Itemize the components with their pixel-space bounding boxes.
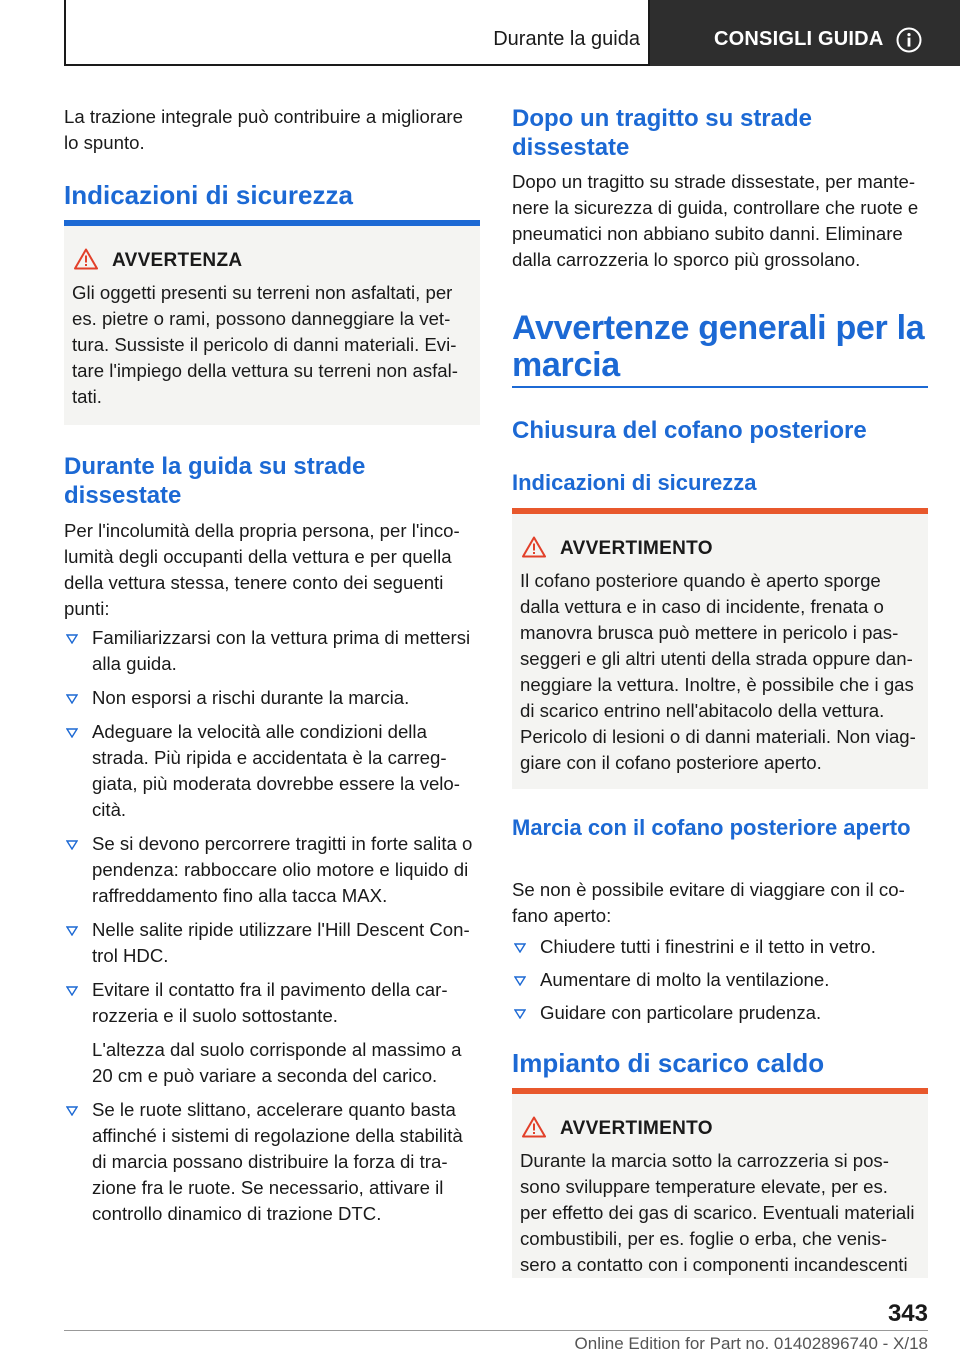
after-rough-text: Dopo un tragitto su strade dissestate, per mantenere la sicurezza di guida, controllare che ruote e pneumatici non abbiano subito danni. Eliminare dalla carrozzeria lo sporco più grossolano. <box>512 171 919 270</box>
after-rough-heading: Dopo un tragitto su strade dissestate <box>512 105 812 161</box>
bullet-triangle-icon <box>66 634 78 644</box>
list-item-text: Aumentare di molto la ventilazione. <box>540 969 830 990</box>
warning-box-1-bar <box>64 220 480 226</box>
bullet-triangle-icon <box>66 840 78 850</box>
warning-box-2-bar <box>512 508 928 514</box>
warning-box-2 <box>512 508 928 789</box>
list-item <box>64 719 480 823</box>
intro-paragraph: La trazione integrale può contribuire a migliorare lo spunto. <box>64 106 463 153</box>
bullet-triangle-icon <box>66 728 78 738</box>
footer-rule <box>64 1330 928 1331</box>
general-notes-heading: Avvertenze generali per la marcia <box>512 309 925 384</box>
list-item-text: Guidare con particolare prudenza. <box>540 1002 822 1023</box>
warning-triangle-icon <box>522 536 546 558</box>
open-trunk-list <box>512 934 928 1026</box>
header-left-rule <box>64 0 66 66</box>
list-item-text: Chiudere tutti i finestrini e il tetto in vetro. <box>540 936 876 957</box>
list-item <box>512 967 928 993</box>
warning-2-title: AVVERTIMENTO <box>560 538 713 559</box>
warning-triangle-icon <box>74 248 98 270</box>
trunk-closing-heading: Chiusura del cofano posteriore <box>512 417 867 444</box>
list-item-text: Evitare il contatto fra il pavimento della carrozzeria e il suolo sottostante. <box>92 979 448 1026</box>
list-item <box>64 977 480 1089</box>
list-item-text: Nelle salite ripide utilizzare l'Hill Descent Control HDC. <box>92 919 470 966</box>
bullet-triangle-icon <box>66 1106 78 1116</box>
bullet-triangle-icon <box>514 1009 526 1019</box>
list-item <box>64 1097 480 1227</box>
header-section-title: Durante la guida <box>493 28 640 50</box>
open-trunk-intro: Se non è possibile evitare di viaggiare con il cofano aperto: <box>512 879 905 926</box>
warning-3-title: AVVERTIMENTO <box>560 1118 713 1139</box>
list-item <box>64 685 480 711</box>
header-bottom-rule <box>64 64 650 66</box>
page-number: 343 <box>887 1300 928 1327</box>
list-item <box>512 1000 928 1026</box>
warning-box-3 <box>512 1088 928 1278</box>
bullet-triangle-icon <box>66 694 78 704</box>
bullet-triangle-icon <box>514 943 526 953</box>
hot-exhaust-heading: Impianto di scarico caldo <box>512 1048 825 1078</box>
warning-box-1 <box>64 220 480 425</box>
warning-1-text: Gli oggetti presenti su terreni non asfaltati, per es. pietre o rami, possono danneggiare la vettura. Sussiste il pericolo di danni materiali. Evitare l'impiego della vettura su terreni non asfaltati. <box>72 282 458 407</box>
list-item <box>64 917 480 969</box>
general-heading-rule <box>512 386 928 388</box>
list-item-text: Se le ruote slittano, accelerare quanto basta affinché i sistemi di regolazione della stabilità di marcia possano distribuire la forza di trazione fra le ruote. Se necessario, attivare il controllo dinamico di trazione DTC. <box>92 1099 463 1224</box>
list-item-text: Familiarizzarsi con la vettura prima di mettersi alla guida. <box>92 627 471 674</box>
list-item <box>64 625 480 677</box>
warning-2-text: Il cofano posteriore quando è aperto sporge dalla vettura e in caso di incidente, frenata o manovra brusca può mettere in pericolo i passeggeri e gli altri utenti della strada oppure danneggiare la vettura. Inoltre, è possibile che i gas di scarico entrino nell'abitacolo della vettura. Pericolo di lesioni o di danni materiali. Non viaggiare con il cofano posteriore aperto. <box>520 570 916 773</box>
list-item-text: Non esporsi a rischi durante la marcia. <box>92 687 410 708</box>
rough-roads-heading: Durante la guida su strade dissestate <box>64 453 366 509</box>
warning-3-text: Durante la marcia sotto la carrozzeria si possono sviluppare temperature elevate, per es. per effetto dei gas di scarico. Eventuali materiali combustibili, per es. foglie o erba, che venissero a contatto con i componenti incandescenti <box>520 1150 915 1275</box>
list-item-text: Se si devono percorrere tragitti in forte salita o pendenza: rabboccare olio motore e liquido di raffreddamento fino alla tacca MAX. <box>92 833 473 906</box>
list-item-text: Adeguare la velocità alle condizioni della strada. Più ripida e accidentata è la carreggiata, più moderata dovrebbe essere la velocità. <box>92 721 460 820</box>
bullet-triangle-icon <box>66 926 78 936</box>
warning-box-3-bar <box>512 1088 928 1094</box>
rough-roads-list <box>64 625 480 1227</box>
list-item <box>512 934 928 960</box>
bullet-triangle-icon <box>514 976 526 986</box>
warning-1-title: AVVERTENZA <box>112 250 243 271</box>
rough-roads-intro: Per l'incolumità della propria persona, per l'incolumità degli occupanti della vettura e per quella della vettura stessa, tenere conto dei seguenti punti: <box>64 520 460 619</box>
header-chapter-tab[interactable] <box>650 0 960 66</box>
header-chapter-label: CONSIGLI GUIDA <box>714 28 884 50</box>
list-item <box>64 831 480 909</box>
info-icon <box>896 27 922 53</box>
safety-heading-right: Indicazioni di sicurezza <box>512 470 757 495</box>
warning-triangle-icon <box>522 1116 546 1138</box>
open-trunk-heading: Marcia con il cofano posteriore aperto <box>512 815 911 840</box>
list-item-subtext: L'altezza dal suolo corrisponde al massimo a 20 cm e può variare a seconda del carico. <box>92 1039 462 1086</box>
footer-edition: Online Edition for Part no. 01402896740 - X/18 <box>574 1334 928 1353</box>
bullet-triangle-icon <box>66 986 78 996</box>
safety-heading-left: Indicazioni di sicurezza <box>64 180 353 210</box>
